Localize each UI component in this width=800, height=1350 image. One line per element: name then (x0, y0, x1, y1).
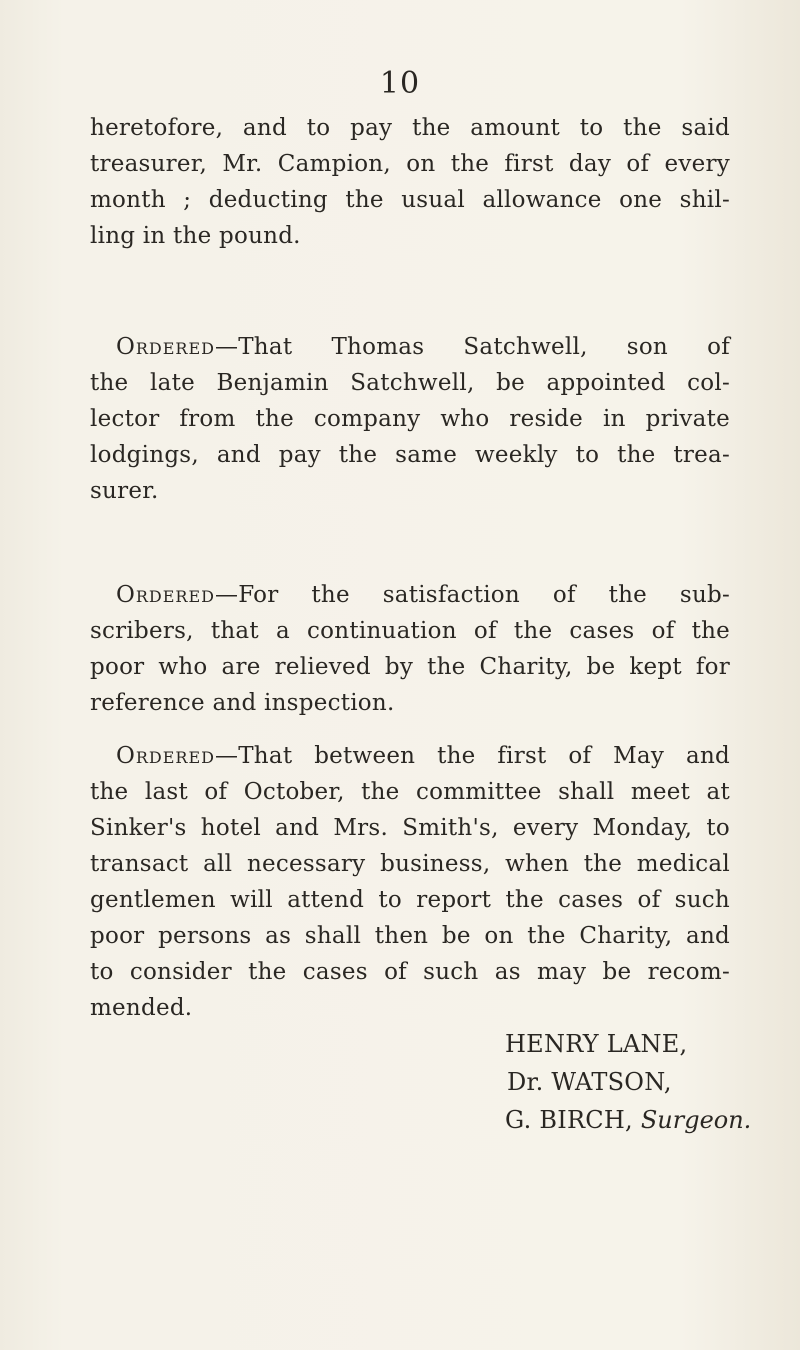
paragraph-continuation (90, 110, 730, 254)
text-line-rest: —That between the first of May and (214, 743, 730, 769)
page-number: 10 (379, 66, 421, 101)
text-line: the last of October, the committee shall meet at (90, 779, 730, 805)
signature-block (505, 1025, 751, 1139)
text-line: lector from the company who reside in private (90, 406, 730, 432)
signature-g-birch (505, 1101, 751, 1139)
text-line: lodgings, and pay the same weekly to the trea- (90, 442, 730, 468)
ordered-heading: Ordered (116, 743, 215, 769)
order-paragraph-cases (90, 577, 730, 721)
text-line: mended. (90, 995, 193, 1021)
order-paragraph-collector (90, 329, 730, 509)
text-line: poor persons as shall then be on the Charity, and (90, 923, 730, 949)
text-line: transact all necessary business, when the medical (90, 851, 730, 877)
text-line-rest: —That Thomas Satchwell, son of (214, 334, 730, 360)
text-line: scribers, that a continuation of the cases of the (90, 618, 730, 644)
text-line: reference and inspection. (90, 690, 395, 716)
text-line (90, 738, 730, 774)
text-line-rest: —For the satisfaction of the sub- (214, 582, 730, 608)
order-paragraph-committee (90, 738, 730, 1026)
text-line: Sinker's hotel and Mrs. Smith's, every Monday, to (90, 815, 730, 841)
text-line: poor who are relieved by the Charity, be kept for (90, 654, 730, 680)
text-line: month ; deducting the usual allowance one shil- (90, 187, 730, 213)
text-line: gentlemen will attend to report the cases of such (90, 887, 730, 913)
text-line: the late Benjamin Satchwell, be appointed col- (90, 370, 730, 396)
signature-g-birch-name: G. BIRCH, (505, 1106, 633, 1134)
text-line: to consider the cases of such as may be recom- (90, 959, 730, 985)
text-line: heretofore, and to pay the amount to the said (90, 115, 730, 141)
text-line: ling in the pound. (90, 223, 301, 249)
signature-henry-lane: HENRY LANE, (505, 1030, 688, 1058)
ordered-heading: Ordered (116, 582, 215, 608)
signature-dr-watson: Dr. WATSON, (507, 1068, 672, 1096)
text-line (90, 577, 730, 613)
text-line: surer. (90, 478, 159, 504)
text-line: treasurer, Mr. Campion, on the first day of every (90, 151, 730, 177)
text-line (90, 329, 730, 365)
ordered-heading: Ordered (116, 334, 215, 360)
signature-g-birch-title: Surgeon. (640, 1106, 752, 1134)
